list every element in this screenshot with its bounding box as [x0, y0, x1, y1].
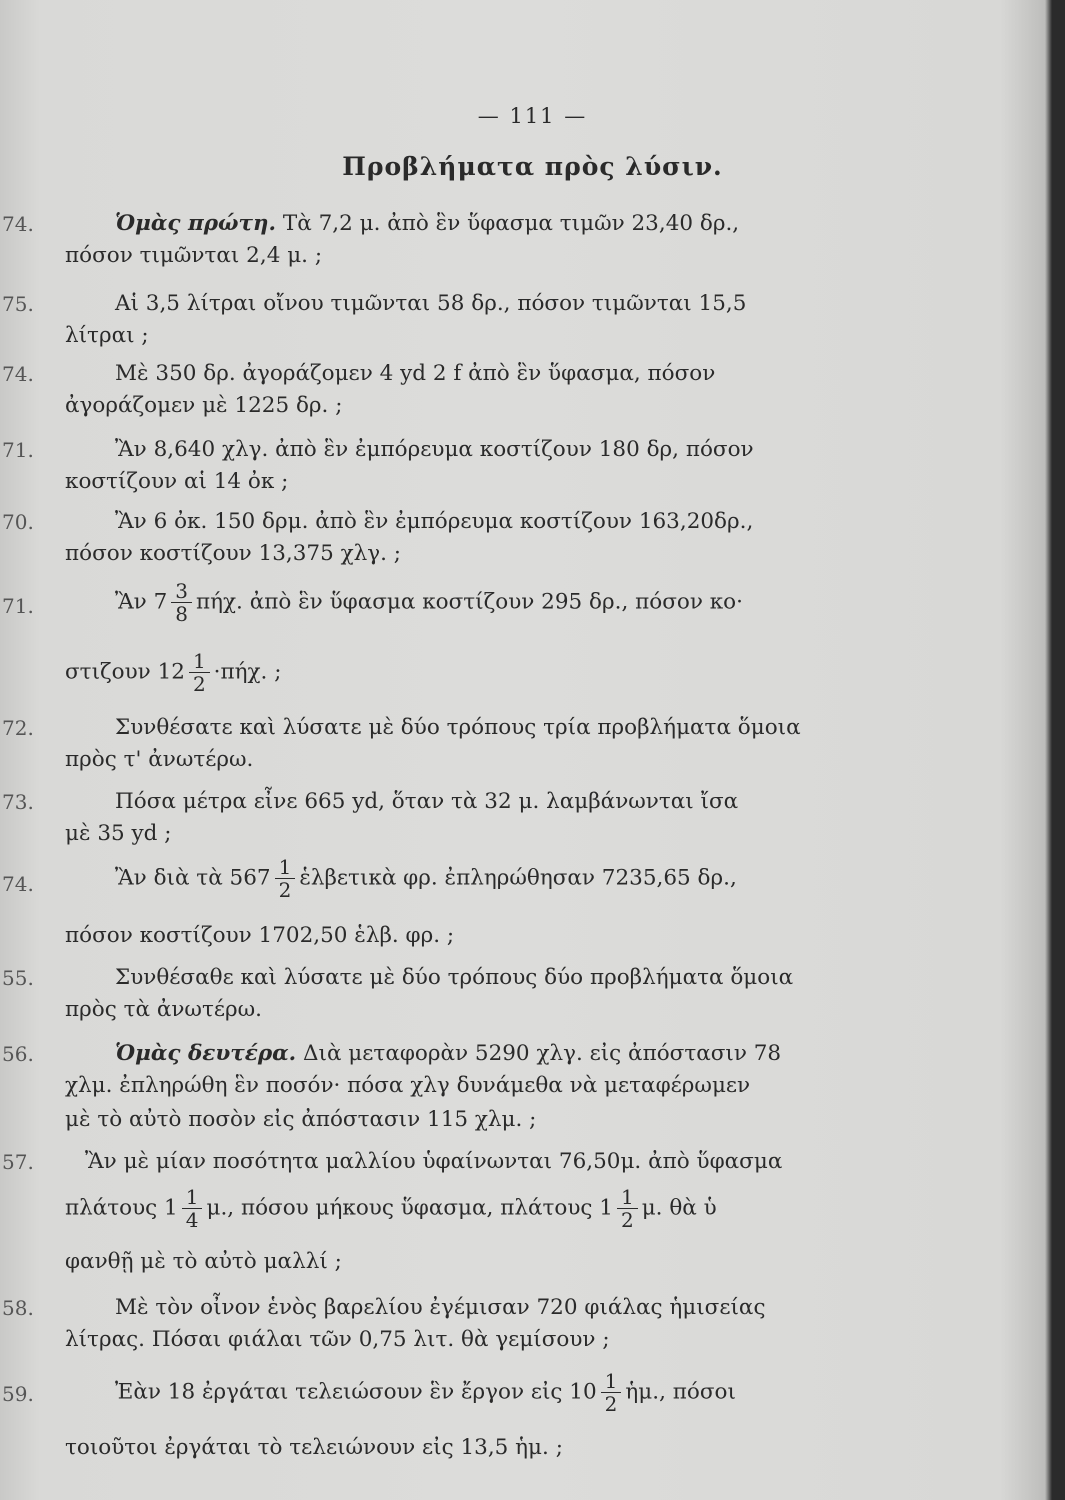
problem-line: στιζουν 12 $\frac{1}{2}$ ·πήχ. ;: [65, 649, 282, 696]
problem-line: Συνθέσαθε καὶ λύσατε μὲ δύο τρόπους δύο προβλήματα ὅμοια: [115, 965, 794, 990]
problem-number: 70.: [2, 510, 34, 534]
problem-line: πρὸς τὰ ἀνωτέρω.: [65, 997, 262, 1022]
problem-number: 56.: [2, 1042, 34, 1066]
problem-line: λίτραι ;: [65, 323, 149, 348]
problem-line: πόσον τιμῶνται 2,4 μ. ;: [65, 243, 323, 268]
problem-number: 74.: [2, 362, 34, 386]
problem-line: μὲ 35 yd ;: [65, 821, 172, 846]
problem-line: χλμ. ἐπληρώθη ἓν ποσόν· πόσα χλγ δυνάμεθα νὰ μεταφέρωμεν: [65, 1073, 751, 1098]
problem-line: Μὲ τὸν οἶνον ἑνὸς βαρελίου ἐγέμισαν 720 φιάλας ἡμισείας: [115, 1295, 766, 1320]
problem-line: λίτρας. Πόσαι φιάλαι τῶν 0,75 λιτ. θὰ γεμίσουν ;: [65, 1327, 610, 1352]
fraction: $\frac{1}{2}$: [189, 650, 210, 695]
problem-line: φανθῇ μὲ τὸ αὐτὸ μαλλί ;: [65, 1249, 342, 1274]
problem-line: πρὸς τ' ἀνωτέρω.: [65, 747, 254, 772]
problem-line: κοστίζουν αἱ 14 ὀκ ;: [65, 469, 289, 494]
fraction: $\frac{1}{2}$: [617, 1186, 638, 1231]
problem-number: 55.: [2, 966, 34, 990]
problem-line: Ἂν 7 $\frac{3}{8}$ πήχ. ἀπὸ ἓν ὕφασμα κοστίζουν 295 δρ., πόσον κο·: [115, 579, 743, 626]
problem-line: τοιοῦτοι ἐργάται τὸ τελειώνουν εἰς 13,5 ἡμ. ;: [65, 1435, 563, 1460]
problem-line: πόσον κοστίζουν 1702,50 ἑλβ. φρ. ;: [65, 923, 455, 948]
problem-line: Ὁμὰς πρώτη. Τὰ 7,2 μ. ἀπὸ ἓν ὕφασμα τιμῶν 23,40 δρ.,: [115, 211, 740, 236]
problem-number: 74.: [2, 212, 34, 236]
problem-number: 71.: [2, 594, 34, 618]
problem-number: 58.: [2, 1296, 34, 1320]
problem-number: 74.: [2, 872, 34, 896]
problem-number: 75.: [2, 292, 34, 316]
problem-line: Μὲ 350 δρ. ἀγοράζομεν 4 yd 2 f ἀπὸ ἓν ὕφασμα, πόσον: [115, 361, 716, 386]
problem-line: Ἂν 6 ὀκ. 150 δρμ. ἀπὸ ἓν ἐμπόρευμα κοστίζουν 163,20δρ.,: [115, 509, 754, 534]
section-heading: Προβλήματα πρὸς λύσιν.: [342, 152, 723, 181]
group-title: Ὁμὰς πρώτη.: [115, 211, 277, 236]
fraction: $\frac{1}{2}$: [601, 1370, 622, 1415]
problem-line: Πόσα μέτρα εἶνε 665 yd, ὅταν τὰ 32 μ. λαμβάνωνται ἴσα: [115, 789, 739, 814]
page-number: — 111 —: [477, 104, 588, 128]
problem-line: Συνθέσατε καὶ λύσατε μὲ δύο τρόπους τρία προβλήματα ὅμοια: [115, 715, 801, 740]
problem-number: 57.: [2, 1150, 34, 1174]
problem-line: Ἂν 8,640 χλγ. ἀπὸ ἓν ἐμπόρευμα κοστίζουν 180 δρ, πόσον: [115, 437, 754, 462]
problem-line: ἀγοράζομεν μὲ 1225 δρ. ;: [65, 393, 343, 418]
fraction: $\frac{1}{4}$: [182, 1186, 203, 1231]
problem-line: Ἂν μὲ μίαν ποσότητα μαλλίου ὑφαίνωνται 76,50μ. ἀπὸ ὕφασμα: [85, 1149, 783, 1174]
problem-number: 73.: [2, 790, 34, 814]
group-title: Ὁμὰς δευτέρα.: [115, 1041, 297, 1066]
problem-line: Ἂν διὰ τὰ 567 $\frac{1}{2}$ ἑλβετικὰ φρ. ἐπληρώθησαν 7235,65 δρ.,: [115, 855, 737, 902]
problem-number: 59.: [2, 1382, 34, 1406]
fraction: $\frac{3}{8}$: [171, 580, 192, 625]
problem-number: 72.: [2, 716, 34, 740]
problem-line: πόσον κοστίζουν 13,375 χλγ. ;: [65, 541, 402, 566]
problem-line: μὲ τὸ αὐτὸ ποσὸν εἰς ἀπόστασιν 115 χλμ. ;: [65, 1107, 537, 1132]
problem-line: Ὁμὰς δευτέρα. Διὰ μεταφορὰν 5290 χλγ. εἰς ἀπόστασιν 78: [115, 1041, 782, 1066]
fraction: $\frac{1}{2}$: [275, 856, 296, 901]
problem-line: Αἱ 3,5 λίτραι οἴνου τιμῶνται 58 δρ., πόσον τιμῶνται 15,5: [115, 291, 747, 316]
problem-line: πλάτους 1 $\frac{1}{4}$ μ., πόσου μήκους ὕφασμα, πλάτους 1 $\frac{1}{2}$ μ. θὰ ὑ: [65, 1185, 717, 1232]
problem-number: 71.: [2, 438, 34, 462]
problem-line: Ἐὰν 18 ἐργάται τελειώσουν ἓν ἔργον εἰς 10 $\frac{1}{2}$ ἡμ., πόσοι: [115, 1369, 736, 1416]
